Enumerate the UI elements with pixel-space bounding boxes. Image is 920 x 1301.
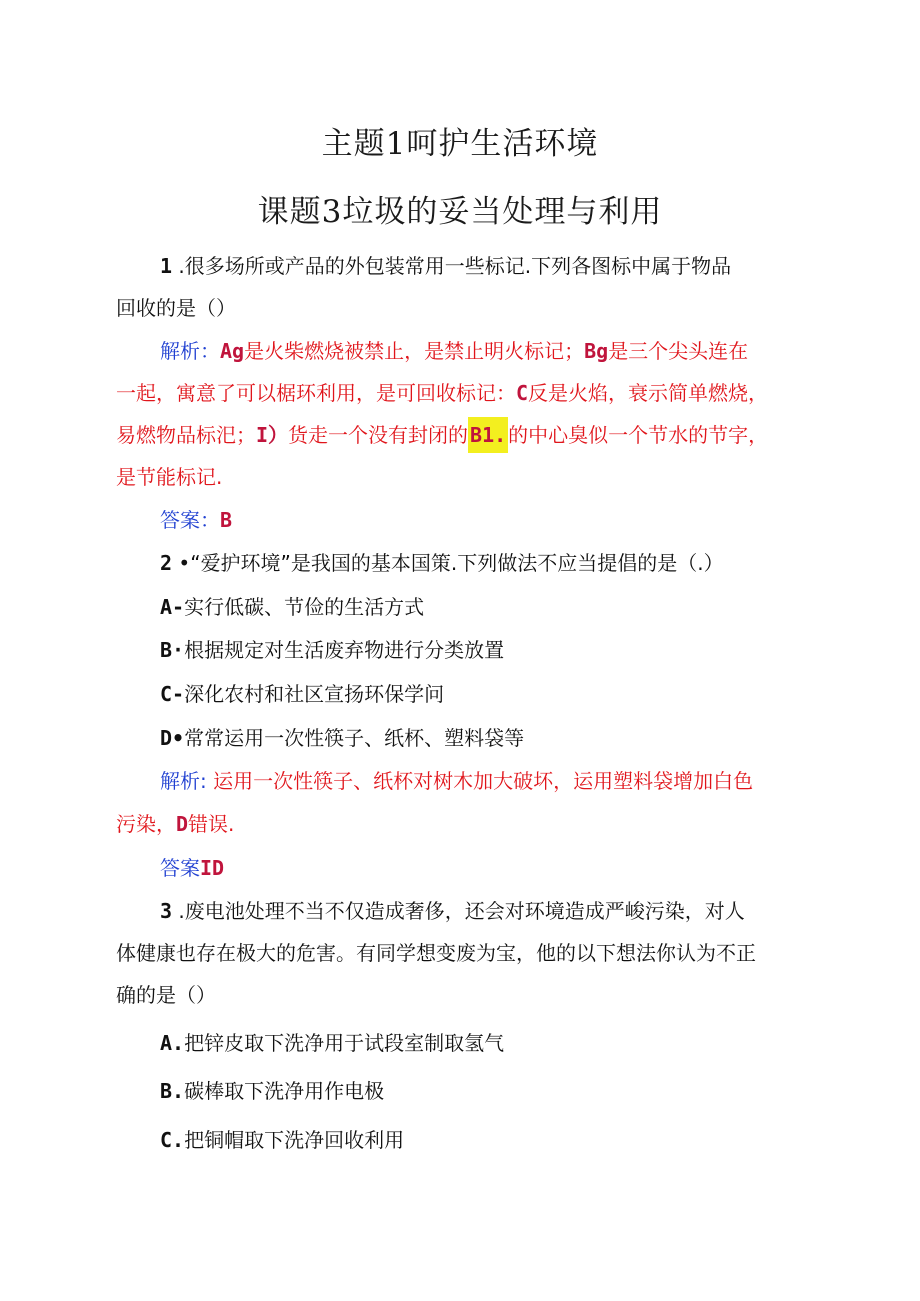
question-3-line-3: 确的是（） (116, 983, 216, 1007)
highlighted-text: B1. (468, 417, 508, 453)
answer-label: 答案 (160, 856, 200, 880)
document-subtitle: 课题3垃圾的妥当处理与利用 (257, 194, 663, 230)
question-2-option-a (160, 593, 424, 621)
question-3-text: .废电池处理不当不仅造成奢侈，还会对环境造成严峻污染，对人 (172, 899, 745, 923)
question-1-analysis-line-4: 是节能标记. (116, 465, 223, 489)
analysis-text: 货走一个没有封闭的 (288, 423, 469, 447)
option-letter: B. (160, 1079, 185, 1103)
question-2-analysis-line-2 (116, 810, 234, 838)
answer-label: 答案： (160, 508, 220, 532)
question-1-answer (160, 506, 232, 534)
question-2-option-c (160, 680, 444, 708)
question-3-option-c (160, 1126, 404, 1154)
analysis-text: 是火柴燃烧被禁止，是禁止明火标记； (244, 339, 585, 363)
option-text: 把铜帽取下洗净回收利用 (184, 1128, 405, 1152)
question-2-text: •“爱护环境”是我国的基本国策.下列做法不应当提倡的是（.） (172, 551, 724, 575)
option-text: 深化农村和社区宣扬环保学问 (184, 682, 445, 706)
question-2-analysis-line-1 (160, 767, 753, 795)
question-1-analysis-line-2 (116, 379, 768, 407)
answer-value: ID (200, 856, 225, 880)
answer-value: B (220, 508, 233, 532)
option-d-ref: I） (256, 423, 289, 447)
option-text: 根据规定对生活废弃物进行分类放置 (184, 638, 505, 662)
option-text: 把锌皮取下洗净用于试段室制取氢气 (184, 1031, 505, 1055)
option-letter: B· (160, 638, 185, 662)
question-2-option-b (160, 636, 504, 664)
analysis-text: 的中心臭似一个节水的节字， (508, 423, 769, 447)
analysis-text: 是三个尖头连在 (608, 339, 749, 363)
option-a-ref: Ag (220, 339, 245, 363)
question-1-number: 1 (160, 254, 173, 278)
analysis-text: 易燃物品标汜； (116, 423, 256, 447)
question-1-line-1 (160, 252, 731, 280)
option-text: 实行低碳、节俭的生活方式 (184, 595, 425, 619)
question-2-option-d (160, 724, 524, 752)
question-3-number: 3 (160, 899, 173, 923)
option-letter: D• (160, 726, 185, 750)
option-b-ref: Bg (584, 339, 609, 363)
analysis-text: 一起，寓意了可以椐环利用，是可回收标记： (116, 381, 516, 405)
question-1-analysis-line-3 (116, 421, 768, 449)
question-1-analysis-line-1 (160, 337, 748, 365)
question-3-line-1 (160, 897, 745, 925)
option-letter: A. (160, 1031, 185, 1055)
analysis-text: 运用一次性筷子、纸杯对树木加大破坏，运用塑料袋增加白色 (213, 769, 754, 793)
question-3-line-2: 体健康也存在极大的危害。有同学想变废为宝，他的以下想法你认为不正 (116, 941, 756, 965)
analysis-label: 解析: (160, 769, 214, 793)
option-c-ref: C (516, 381, 529, 405)
analysis-text: 污染， (116, 812, 176, 836)
analysis-label: 解析： (160, 339, 220, 363)
analysis-text: 错误. (188, 812, 235, 836)
question-3-option-a (160, 1029, 504, 1057)
option-d-ref: D (176, 812, 189, 836)
option-letter: A- (160, 595, 185, 619)
question-2-number: 2 (160, 551, 173, 575)
question-2-stem (160, 549, 724, 577)
analysis-text: 反是火焰，衰示简单燃烧， (528, 381, 769, 405)
question-1-stem: .很多场所或产品的外包装常用一些标记.下列各图标中属于物品 (172, 254, 732, 278)
question-2-answer (160, 854, 224, 882)
option-letter: C- (160, 682, 185, 706)
document-title: 主题1呵护生活环境 (321, 126, 599, 162)
option-letter: C. (160, 1128, 185, 1152)
option-text: 碳棒取下洗净用作电极 (184, 1079, 385, 1103)
question-1-line-2: 回收的是（） (116, 296, 236, 320)
option-text: 常常运用一次性筷子、纸杯、塑料袋等 (184, 726, 525, 750)
question-3-option-b (160, 1077, 384, 1105)
